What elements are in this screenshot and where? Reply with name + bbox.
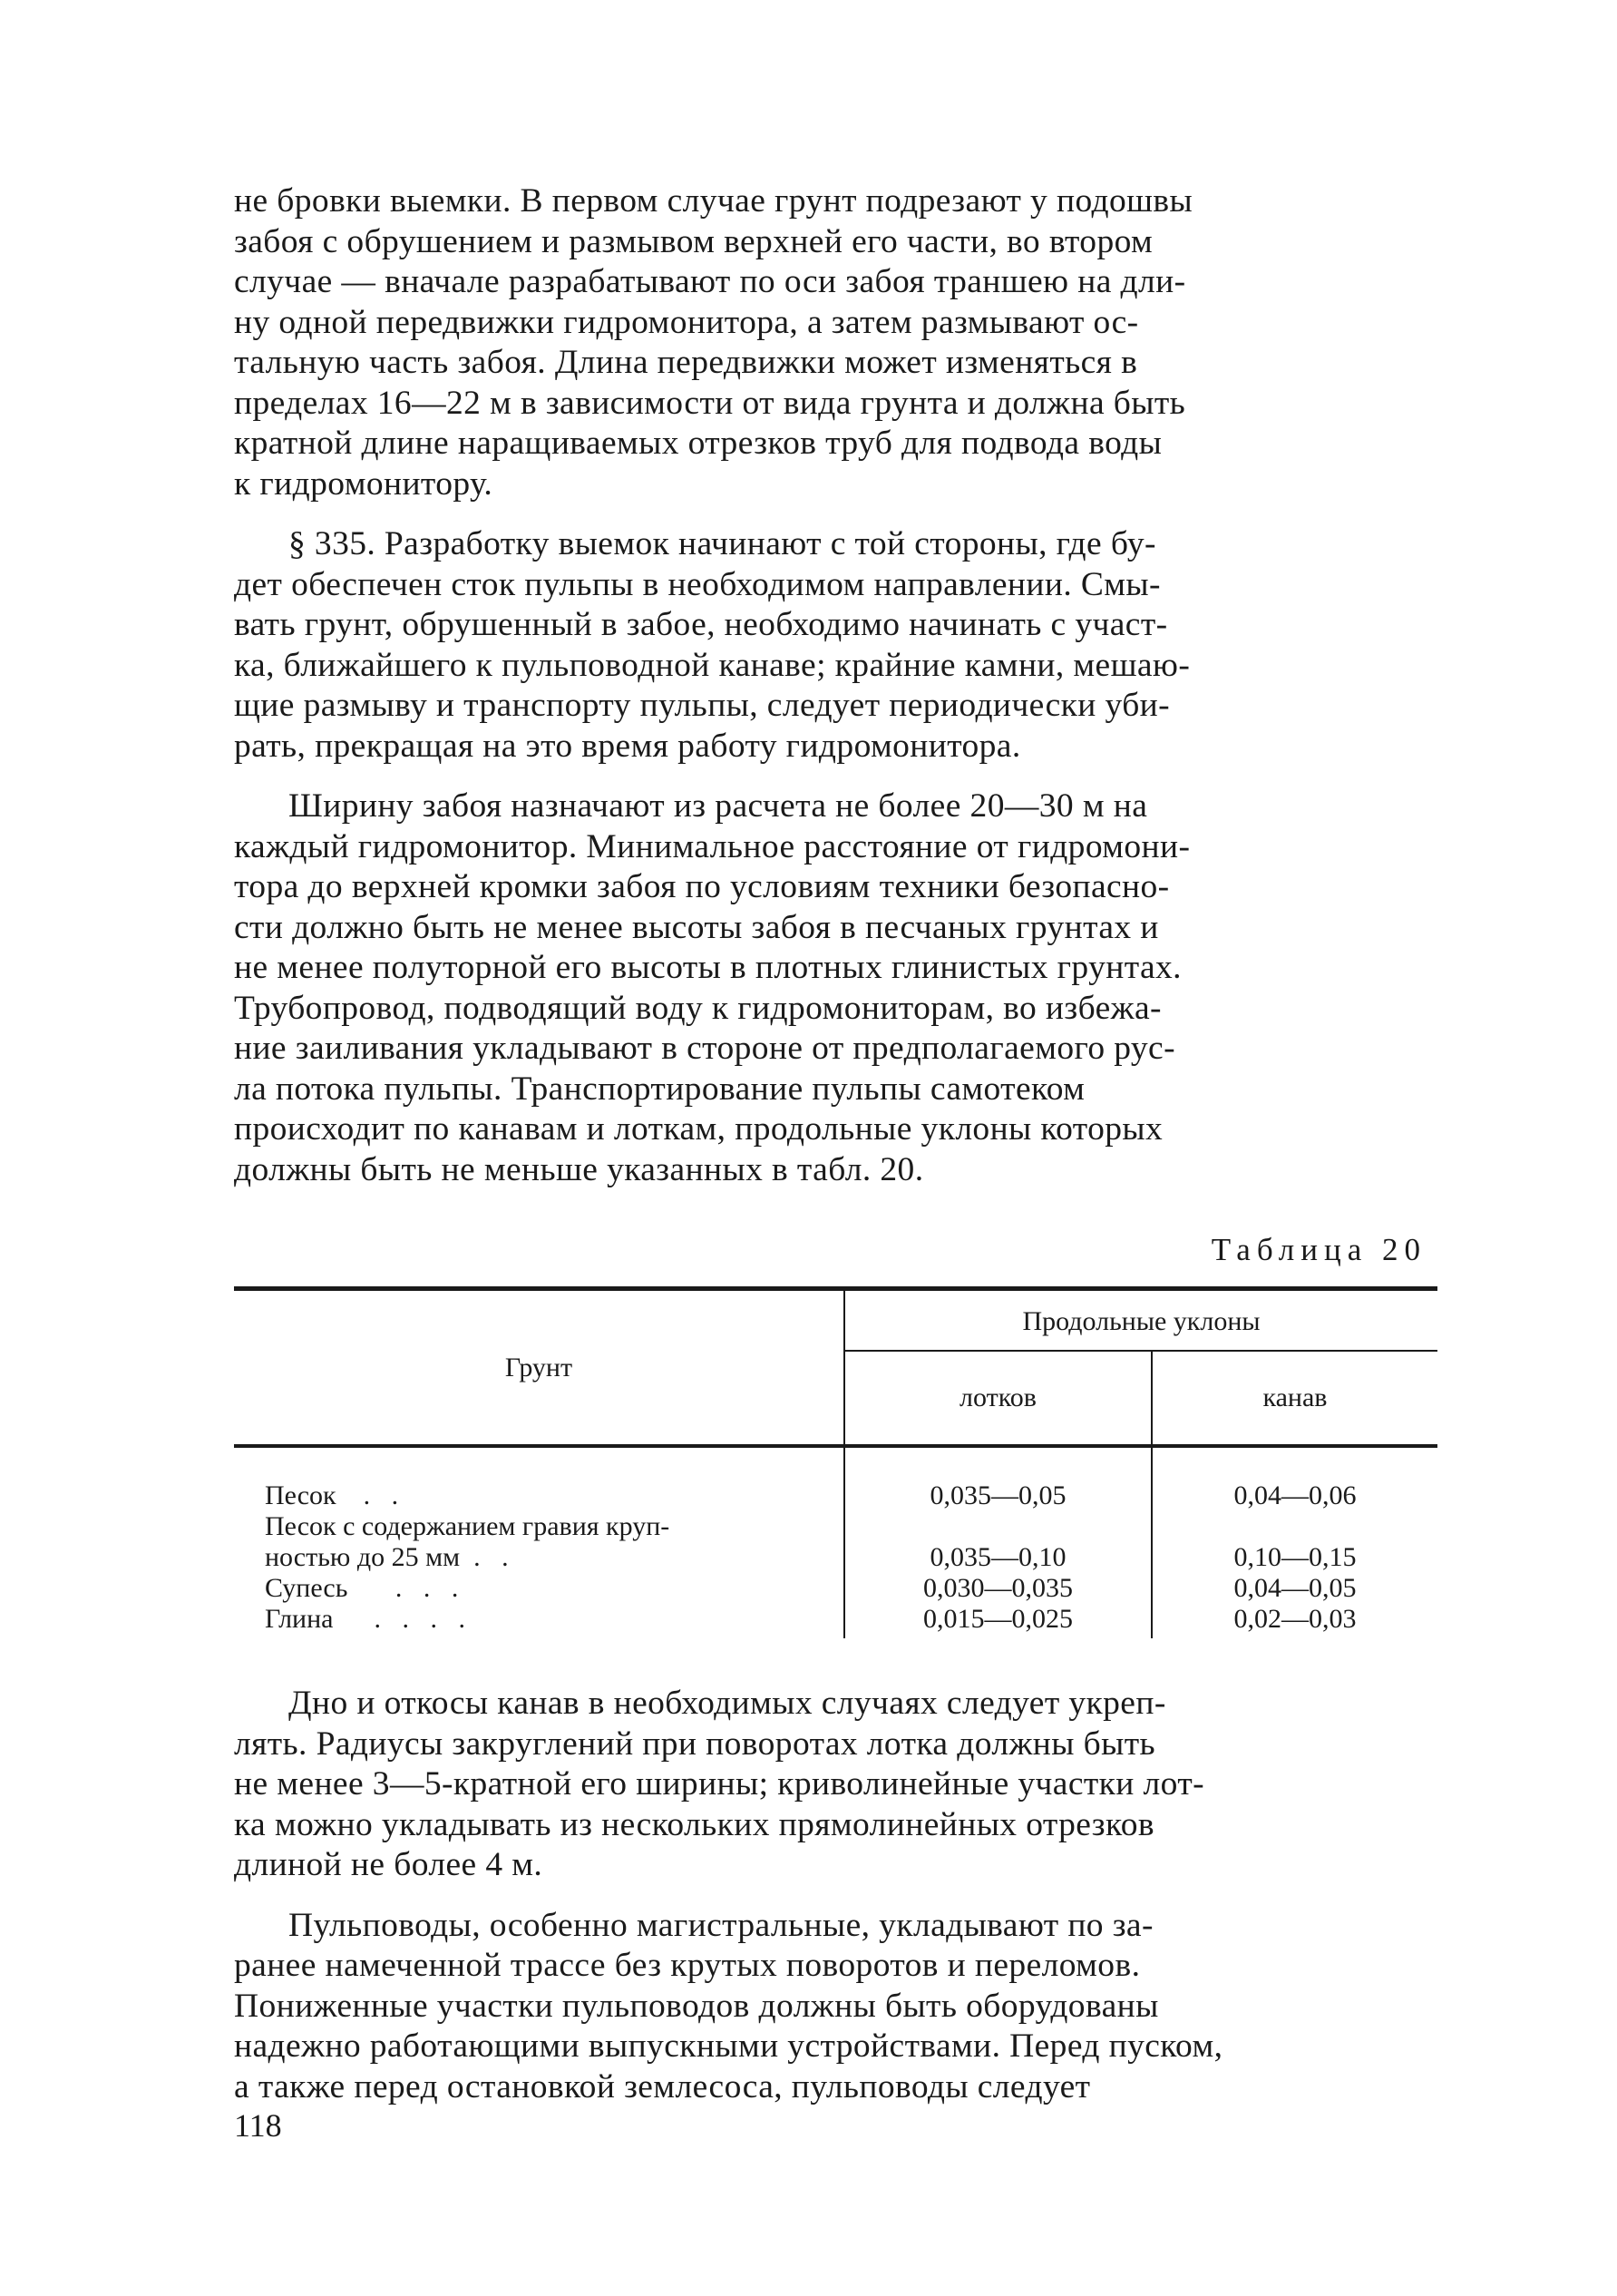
paragraph-4 bbox=[234, 1684, 1445, 1886]
table-row bbox=[234, 1446, 1437, 1511]
text-line: длиной не более 4 м. bbox=[234, 1846, 543, 1883]
paragraph-3 bbox=[234, 787, 1445, 1190]
ground-name: ностью до 25 мм bbox=[265, 1542, 461, 1572]
channels-value: 0,04—0,06 bbox=[1233, 1480, 1357, 1510]
ground-name: Песок bbox=[265, 1480, 336, 1510]
ground-cell bbox=[234, 1511, 844, 1573]
text-line: не бровки выемки. В первом случае грунт подрезают у подошвы bbox=[234, 182, 1193, 220]
paragraph-2 bbox=[234, 524, 1445, 767]
leader-dots: . . . . bbox=[374, 1604, 472, 1634]
trays-value: 0,030—0,035 bbox=[844, 1573, 1152, 1604]
trays-value: 0,035—0,10 bbox=[844, 1511, 1152, 1573]
paragraph-1 bbox=[234, 181, 1445, 504]
text-line: должны быть не меньше указанных в табл. 20. bbox=[234, 1150, 924, 1188]
text-line: § 335. Разработку выемок начинают с той стороны, где бу- bbox=[288, 525, 1156, 562]
leader-dots: . . . bbox=[395, 1573, 466, 1603]
text-line: щие размыву и транспорту пульпы, следует периодически уби- bbox=[234, 687, 1171, 724]
header-ground: Грунт bbox=[234, 1289, 844, 1447]
text-line: происходит по канавам и лоткам, продольные уклоны которых bbox=[234, 1110, 1164, 1148]
table-row bbox=[234, 1604, 1437, 1638]
channels-value: 0,10—0,15 bbox=[1233, 1542, 1357, 1572]
text-line: не менее 3—5-кратной его ширины; криволинейные участки лот- bbox=[234, 1765, 1204, 1803]
text-line: надежно работающими выпускными устройствами. Перед пуском, bbox=[234, 2027, 1223, 2065]
table-caption: Таблица 20 bbox=[1211, 1232, 1427, 1267]
text-line: Пульповоды, особенно магистральные, укладывают по за- bbox=[288, 1906, 1154, 1944]
document-page bbox=[234, 181, 1445, 2107]
text-line: тора до верхней кромки забоя по условиям техники безопасно- bbox=[234, 868, 1170, 905]
text-line: не менее полуторной его высоты в плотных глинистых грунтах. bbox=[234, 949, 1182, 986]
text-line: ранее намеченной трассе без крутых поворотов и переломов. bbox=[234, 1947, 1141, 1984]
text-line: кратной длине наращиваемых отрезков труб для подвода воды bbox=[234, 425, 1163, 462]
text-line: Дно и откосы канав в необходимых случаях следует укреп- bbox=[288, 1685, 1166, 1722]
channels-value: 0,02—0,03 bbox=[1233, 1604, 1357, 1634]
table-row bbox=[234, 1511, 1437, 1573]
text-line: забоя с обрушением и размывом верхней его части, во втором bbox=[234, 222, 1154, 260]
ground-cell bbox=[234, 1604, 844, 1638]
trays-value: 0,015—0,025 bbox=[844, 1604, 1152, 1638]
text-line: к гидромонитору. bbox=[234, 464, 493, 503]
text-line: случае — вначале разрабатывают по оси забоя траншею на дли- bbox=[234, 263, 1186, 300]
page-number: 118 bbox=[234, 2107, 282, 2144]
header-trays: лотков bbox=[844, 1351, 1152, 1446]
text-line: а также перед остановкой землесоса, пульповоды следует bbox=[234, 2067, 1091, 2105]
text-line: тальную часть забоя. Длина передвижки может изменяться в bbox=[234, 344, 1138, 381]
ground-cell bbox=[234, 1573, 844, 1604]
text-line: пределах 16—22 м в зависимости от вида грунта и должна быть bbox=[234, 384, 1186, 422]
table-row bbox=[234, 1573, 1437, 1604]
text-line: ну одной передвижки гидромонитора, а затем размывают ос- bbox=[234, 303, 1139, 341]
text-line: дет обеспечен сток пульпы в необходимом направлении. Смы- bbox=[234, 565, 1161, 603]
text-line: вать грунт, обрушенный в забое, необходимо начинать с участ- bbox=[234, 606, 1168, 643]
text-line: Трубопровод, подводящий воду к гидромониторам, во избежа- bbox=[234, 989, 1162, 1027]
text-line: ка, ближайшего к пульповодной канаве; крайние камни, мешаю- bbox=[234, 646, 1191, 684]
channels-value: 0,04—0,05 bbox=[1233, 1573, 1357, 1603]
ground-name: Глина bbox=[265, 1604, 334, 1634]
leader-dots: . . bbox=[363, 1480, 406, 1510]
trays-value: 0,035—0,05 bbox=[844, 1446, 1152, 1511]
text-line: Пониженные участки пульповодов должны быть оборудованы bbox=[234, 1987, 1159, 2025]
ground-cell bbox=[234, 1446, 844, 1511]
text-line: ка можно укладывать из нескольких прямолинейных отрезков bbox=[234, 1805, 1154, 1843]
leader-dots: . . bbox=[473, 1542, 516, 1572]
text-line: лять. Радиусы закруглений при поворотах лотка должны быть bbox=[234, 1724, 1156, 1763]
text-line: ла потока пульпы. Транспортирование пульпы самотеком bbox=[234, 1070, 1086, 1108]
ground-name: Супесь bbox=[265, 1573, 348, 1603]
ground-name-line: Песок с содержанием гравия круп- bbox=[265, 1511, 670, 1541]
header-channels: канав bbox=[1152, 1351, 1437, 1446]
text-line: каждый гидромонитор. Минимальное расстояние от гидромони- bbox=[234, 827, 1191, 865]
text-line: сти должно быть не менее высоты забоя в песчаных грунтах и bbox=[234, 908, 1159, 946]
text-line: рать, прекращая на это время работу гидромонитора. bbox=[234, 727, 1021, 765]
text-line: ние заиливания укладывают в стороне от предполагаемого рус- bbox=[234, 1030, 1175, 1067]
header-slopes: Продольные уклоны bbox=[844, 1289, 1437, 1352]
slope-table bbox=[234, 1286, 1437, 1638]
paragraph-5 bbox=[234, 1906, 1445, 2108]
text-line: Ширину забоя назначают из расчета не более 20—30 м на bbox=[288, 787, 1148, 825]
